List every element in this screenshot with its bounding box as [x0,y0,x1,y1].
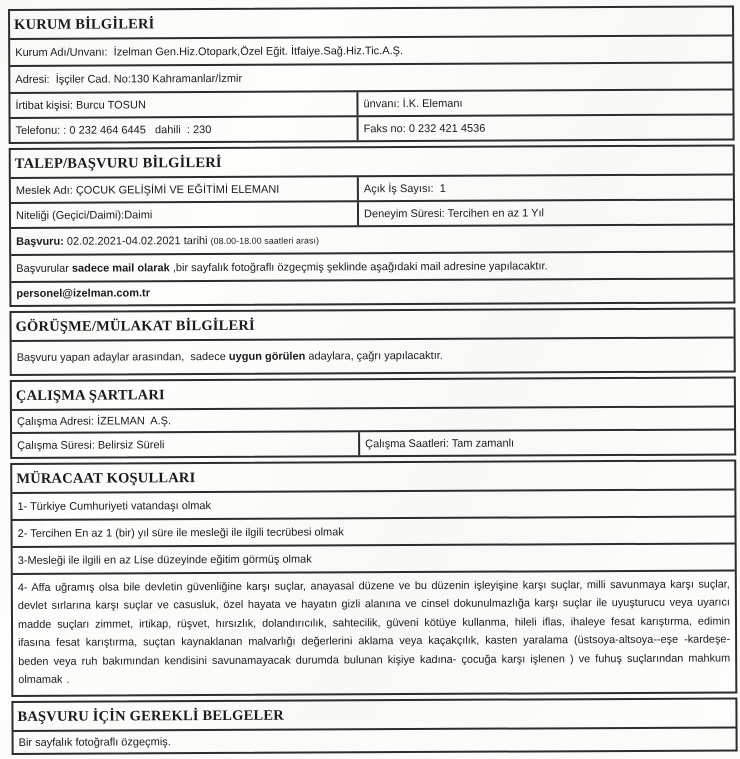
calisma-suresi-text: Çalışma Süresi: Belirsiz Süreli [17,438,165,452]
calisma-saatleri-text: Çalışma Saatleri: Tam zamanlı [365,437,515,450]
row-meslek-acikis [11,173,733,202]
kosul-4-text: 4- Affa uğramış olsa bile devletin güvenliğine karşı suçlar, anayasal düzene ve bu düzenin işleyişine karşı suçlar, milli savunmaya karşı suçlar, devlet sırlarına karşı suçlar ve casusluk, özel hayata ve hayatın gizli alanına ve cinsel dokunulmazlığa karşı suçlar ile uyuşturucu veya uyarıcı madde suçları zimmet, irtikap, rüşvet, hırsızlık, dolandırıcılık, sahtecilik, güveni kötüye kullanma, hileli iflas, ihaleye fesat karıştırma, edimin ifasına fesat karıştırma, suçtan kaynaklanan malvarlığı değerlerini aklama veya kaçakçılık, kasten yaralama (üstsoya-altsoya--eşe -kardeşe- beden veya ruh bakımından kendisini savunamayacak durumda bulunan kişiye kadına- çocuğa karşı işlenen ) ve fuhuş suçlarından mahkum olmamak . [17,578,731,686]
cell-meslek-adi [11,177,359,202]
section-title-text: MÜRACAAT KOŞULLARI [16,469,196,487]
row-kosul-2 [12,515,734,546]
section-title-text: TALEP/BAŞVURU BİLGİLERİ [14,154,222,172]
deneyim-suresi-text: Deneyim Süresi: Tercihen en az 1 Yıl [363,206,545,220]
section-title-gorusme-mulakat [11,309,733,340]
section-title-text: BAŞVURU İÇİN GEREKLİ BELGELER [17,707,284,725]
row-irtibat-unvan [10,88,732,117]
section-title-gerekli-belgeler [13,700,735,731]
row-basvuru-sekli [11,250,733,281]
cell-niteligi [11,202,359,227]
basvurular-post-text: ,bir sayfalık fotoğraflı özgeçmiş şeklinde aşağıdaki mail adresine yapılacaktır. [169,259,548,274]
mail-adresi-text: personel@izelman.com.tr [16,287,151,300]
cell-acik-is-sayisi [359,175,733,200]
gorusme-pre-text: Başvuru yapan adaylar arasından, sadece [16,350,229,364]
row-ozgecmis [14,727,736,754]
calisma-adresi-text: Çalışma Adresi: İZELMAN A.Ş. [16,414,172,428]
section-title-text: KURUM BİLGİLERİ [14,15,155,33]
cell-calisma-saatleri [360,430,734,455]
kosul-3-text: 3-Mesleği ile ilgili en az Lise düzeyinde eğitim görmüş olmak [17,553,312,567]
row-telefon-faks [11,113,733,142]
basvuru-label-text: Başvuru: [16,235,64,248]
section-gorusme-mulakat [9,307,735,376]
irtibat-kisisi-text: İrtibat kişisi: Burcu TOSUN [15,98,146,112]
cell-unvani [358,90,732,115]
section-muracaat-kosullari [10,459,737,697]
row-niteligi-deneyim [11,198,733,227]
kosul-1-text: 1- Türkiye Cumhuriyeti vatandaşı olmak [17,499,212,513]
row-mail-adresi [11,277,733,305]
section-gerekli-belgeler [11,698,737,756]
section-talep-basvuru-bilgileri [9,144,736,307]
faks-no-text: Faks no: 0 232 421 4536 [363,122,486,135]
kosul-2-text: 2- Tercihen En az 1 (bir) yıl süre ile mesleği ile ilgili tecrübesi olmak [17,525,344,540]
section-title-talep-basvuru [11,146,733,177]
basvurular-pre-text: Başvurular [16,262,72,275]
row-gorusme-notu [12,336,734,374]
section-calisma-sartlari [10,376,736,459]
section-title-calisma-sartlari [12,378,734,409]
gorusme-bold-text: uygun görülen [228,350,306,363]
row-kosul-4 [13,569,736,695]
section-title-text: GÖRÜŞME/MÜLAKAT BİLGİLERİ [15,317,255,335]
cell-calisma-suresi [12,432,360,457]
row-kosul-3 [13,542,735,573]
gorusme-post-text: adaylara, çağrı yapılacaktır. [305,349,443,363]
unvani-text: ünvanı: İ.K. Elemanı [363,97,463,110]
cell-telefonu [11,117,359,142]
cell-irtibat-kisisi [10,92,358,117]
section-title-muracaat-kosullari [12,461,734,492]
row-kurum-adi [10,34,732,65]
ozgecmis-text: Bir sayfalık fotoğraflı özgeçmiş. [18,736,171,749]
kurum-adi-text: Kurum Adı/Unvanı: İzelman Gen.Hiz.Otopark,Özel Eğit. İtfaiye.Sağ.Hiz.Tic.A.Ş. [15,44,404,59]
job-posting-form [8,5,738,759]
basvuru-saat-text: (08.00-18.00 saatleri arası) [210,234,320,246]
row-sure-saat [12,428,734,457]
adresi-text: Adresi: İşçiler Cad. No:130 Kahramanlar/İzmir [15,72,243,86]
section-title-kurum-bilgileri [10,7,732,38]
cell-faks-no [359,115,733,140]
meslek-adi-text: Meslek Adı: ÇOCUK GELİŞİMİ VE EĞİTİMİ ELEMANI [15,183,280,197]
section-title-text: ÇALIŞMA ŞARTLARI [15,386,165,404]
row-basvuru-tarihi [11,223,733,254]
cell-deneyim-suresi [359,200,733,225]
basvuru-tarih-text: 02.02.2021-04.02.2021 tarihi [63,234,211,248]
row-adresi [10,61,732,92]
telefonu-text: Telefonu: : 0 232 464 6445 dahili : 230 [15,123,212,137]
basvurular-bold-text: sadece mail olarak [71,261,170,275]
section-kurum-bilgileri [8,5,735,144]
acik-is-sayisi-text: Açık İş Sayısı: 1 [363,182,446,195]
row-kosul-1 [12,488,734,519]
niteligi-text: Niteliği (Geçici/Daimi):Daimi [15,208,153,222]
